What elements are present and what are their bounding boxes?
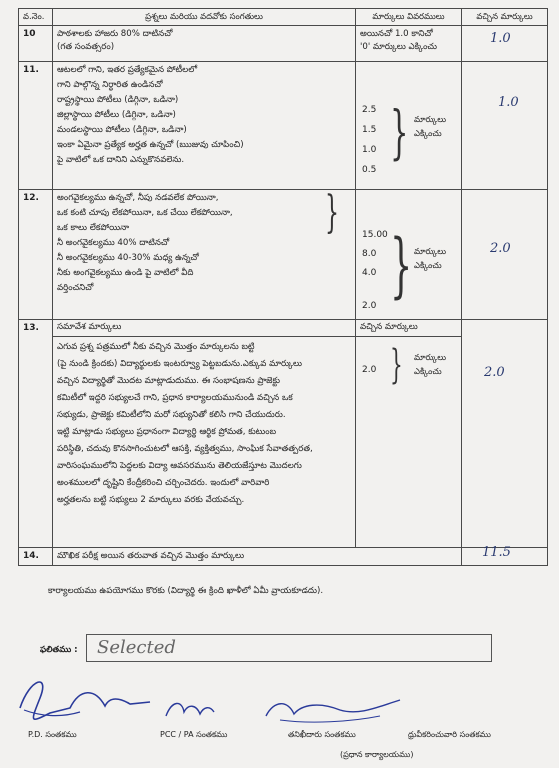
question-line: ఒక కంటి చూపు లేకపోయినా, ఒక చేయి లేకపోయినా, — [57, 208, 233, 218]
header-serial: వ.నెం. — [19, 9, 53, 26]
question-line: కమిటీలో ఇద్దరి సభ్యులచే గాని, ప్రధాన కార్యాలయమునుండి వచ్చిన ఒక — [57, 393, 293, 403]
handwritten-marks: 2.0 — [484, 365, 505, 380]
question-line — [57, 509, 351, 526]
question-line: పై వాటిలో ఒక దానిని ఎన్నుకొనవలెను. — [57, 155, 185, 165]
question-line: జిల్లాస్థాయి పోటీలు (డిగ్గినా, ఒడినా) — [57, 110, 176, 120]
curly-brace: } — [390, 98, 409, 166]
question-line: నీకు అంగవైకల్యము ఉండి పై వాటిలో వీది — [57, 268, 194, 278]
header-row — [19, 9, 548, 26]
question-line: నీ అంగవైకల్యము 40-30% మధ్య ఉన్నచో — [57, 253, 199, 263]
handwritten-marks: 2.0 — [490, 241, 511, 256]
marks-label: మార్కులు — [414, 352, 447, 362]
curly-brace: } — [390, 224, 413, 306]
marks-value: 8.0 — [362, 249, 377, 259]
question-line: ఇంకా ఏమైనా ప్రత్యేక అర్హత ఉన్నచో (ఋజువు చూపించి) — [57, 140, 244, 150]
inspector-signature — [260, 690, 410, 730]
marks-value: 2.5 — [362, 105, 377, 115]
question-line: రాష్ట్రస్థాయి పోటీలు (డిగ్గినా, ఒడినా) — [57, 95, 179, 105]
question-line: మండలస్థాయి పోటీలు (డిగ్గినా, ఒడినా) — [57, 125, 187, 135]
marks-value: 1.5 — [362, 125, 377, 135]
question-line: నీ అంగవైకల్యము 40% దాటినచో — [57, 238, 170, 248]
marks-label: ఎక్కించు — [414, 260, 442, 270]
question-line — [57, 297, 351, 312]
question-line: (గత సంవత్సరం) — [57, 42, 115, 52]
row-14 — [19, 548, 548, 566]
curly-brace: } — [390, 342, 403, 388]
office-use-note: కార్యాలయము ఉపయోగము కొరకు (విద్యార్థి ఈ క్రింది ఖాళీలో ఏమీ వ్రాయకూడదు). — [48, 586, 324, 596]
question-line: ఒక కాలు లేకపోయినా — [57, 223, 130, 233]
question-line: ఆటలలో గాని, ఇతర ప్రత్యేకమైన పోటీలలో — [57, 65, 198, 75]
marks-value: 2.0 — [362, 301, 377, 311]
result-value: Selected — [97, 637, 176, 658]
marks-value: 1.0 — [362, 145, 377, 155]
pd-signature — [10, 668, 160, 728]
question-line: సభ్యుడు, ప్రాజెక్టు కమిటీలోని మరో సభ్యునితో కలిసి గాని చేయుదురు. — [57, 410, 286, 420]
row-number: 12. — [23, 193, 39, 203]
verifier-signature-label: ధ్రువీకరించువారి సంతకము — [408, 730, 491, 739]
row-12 — [19, 190, 548, 320]
question-heading: సమావేశ మార్కులు — [53, 320, 355, 337]
question-line: పాఠశాలకు హాజరు 80% దాటినచో — [57, 29, 173, 39]
inspector-signature-label: తనిఖీదారు సంతకము — [288, 730, 356, 739]
marks-detail-line: '0' మార్కులు ఎక్కించు — [360, 42, 437, 52]
marks-label: మార్కులు — [414, 246, 447, 256]
marks-label: ఎక్కించు — [414, 366, 442, 376]
question-line: గాని పాల్గొన్న నిర్ధారిత ఉండినచో — [57, 80, 163, 90]
marks-value: 0.5 — [362, 165, 377, 175]
marks-value: 2.0 — [362, 365, 377, 375]
result-label: ఫలితము : — [40, 645, 78, 655]
marks-detail-line: అయినచో 1.0 కానిచో — [360, 29, 433, 39]
row-number: 10 — [23, 29, 36, 39]
marks-label: ఎక్కించు — [414, 128, 442, 138]
curly-brace: } — [325, 187, 339, 238]
row-10 — [19, 26, 548, 62]
question-line: వచ్చిన విద్యార్థితో మొదట మాట్లాడుదుము. ఈ సంభాషణను ప్రాజెక్టు — [57, 376, 280, 386]
question-line: ఎగువ ప్రశ్న పత్రములో నీకు వచ్చిన మొత్తం మార్కులను బట్టి — [57, 342, 255, 352]
handwritten-marks: 1.0 — [490, 31, 511, 46]
question-line — [57, 526, 351, 543]
handwritten-marks: 1.0 — [498, 95, 519, 110]
marks-value: 4.0 — [362, 268, 377, 278]
question-line: అంగవైకల్యము ఉన్నచో, నీపు నడవలేక పోయినా, — [57, 193, 219, 203]
pcc-signature-label: PCC / PA సంతకము — [160, 730, 228, 739]
pd-signature-label: P.D. సంతకము — [28, 730, 77, 739]
header-marks-details: మార్కులు వివరములు — [356, 9, 462, 26]
office-label: (ప్రధాన కార్యాలయము) — [340, 750, 414, 759]
marks-label: మార్కులు — [414, 114, 447, 124]
header-question: ప్రశ్నలు మరియు వదవోకు సంగతులు — [53, 9, 356, 26]
question-line: (పై నుండి క్రిందకు) విద్యార్థులకు ఇంటర్వ్యూ పెట్టబడును.ఎక్కువ మార్కులు — [57, 359, 303, 369]
question-line: పరిస్థితి, చదువు కొనసాగించుటలో ఆసక్తి, వ్యక్తిత్వము, సాంఘిక సేవాతత్పరత, — [57, 444, 313, 454]
header-marks-obtained: వచ్చిన మార్కులు — [462, 9, 548, 26]
row-11 — [19, 62, 548, 190]
marks-value: 15.00 — [362, 230, 388, 240]
row-number: 14. — [23, 551, 39, 561]
row-number: 11. — [23, 65, 39, 75]
handwritten-total: 11.5 — [482, 545, 511, 560]
question-line: వర్తించనిచో — [57, 283, 94, 293]
marks-table — [18, 8, 548, 566]
question-line: ఇట్టి మాట్లాడు సభ్యులు ప్రధానంగా విద్యార్థి ఆర్థిక ప్రోమత, కుటుంబ — [57, 427, 277, 437]
pcc-signature — [160, 696, 220, 726]
row-number: 13. — [23, 323, 39, 333]
result-box — [86, 634, 492, 662]
question-line: అంశములలో దృష్టిని కేంద్రీకరించి చర్చించెదరు. ఇందులో వారివారి — [57, 478, 270, 488]
question-line: వారిసంఘములోని పెద్దలకు విద్యా ఆవసరమును తెలియజేస్తూట మొదలగు — [57, 461, 302, 471]
question-line: అర్హతలను బట్టి సభ్యులు 2 మార్కులు వరకు వేయవచ్చు. — [57, 495, 245, 505]
question-line: మౌఖిక పరీక్ష అయిన తరువాత వచ్చిన మొత్తం మార్కులు — [57, 551, 245, 561]
marks-heading: వచ్చిన మార్కులు — [356, 320, 461, 337]
row-13 — [19, 320, 548, 548]
question-line — [57, 169, 351, 184]
